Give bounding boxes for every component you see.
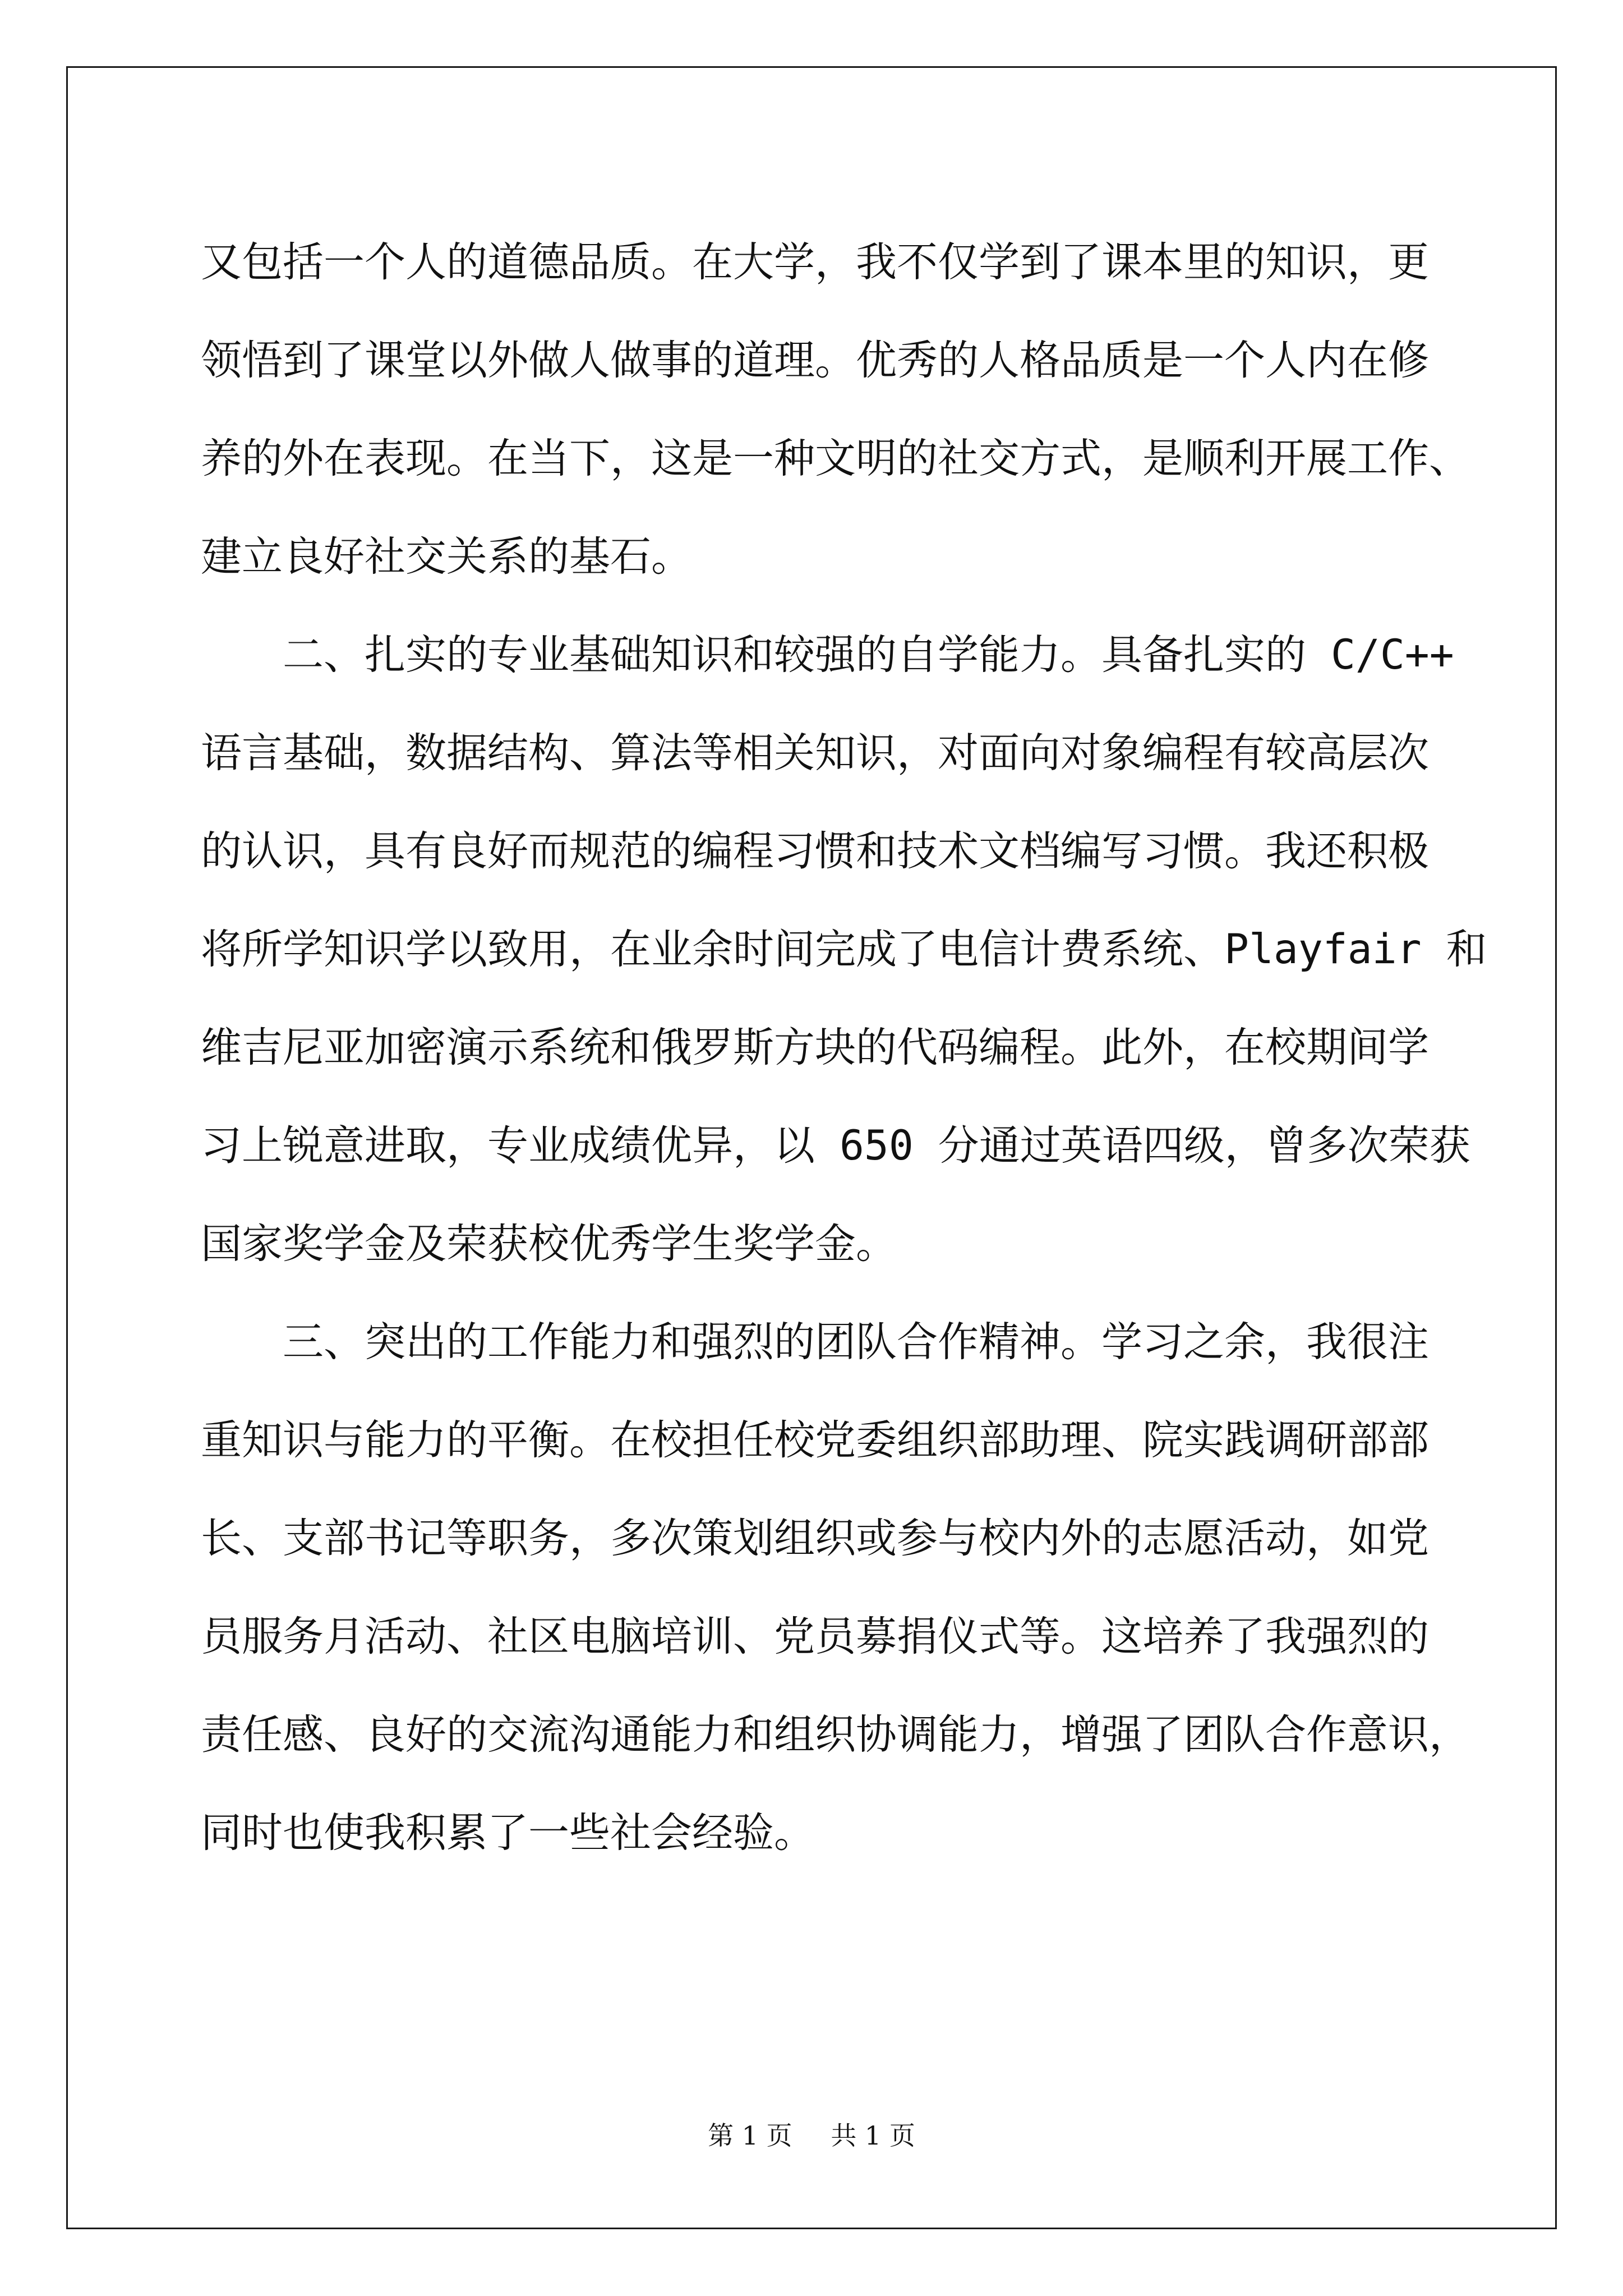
- text-line: 国家奖学金及荣获校优秀学生奖学金。: [201, 1220, 897, 1268]
- paragraph-2: [201, 606, 1487, 1293]
- text-line: 习上锐意进取，专业成绩优异，以 650 分通过英语四级，曾多次荣获: [201, 1122, 1470, 1170]
- paragraph-3: [201, 1293, 1470, 1882]
- text-line: 建立良好社交关系的基石。: [201, 533, 692, 581]
- document-body: [201, 213, 1487, 1882]
- text-line: 同时也使我积累了一些社会经验。: [201, 1809, 815, 1857]
- page-footer: [0, 2119, 1623, 2152]
- text-line: 的认识，具有良好而规范的编程习惯和技术文档编写习惯。我还积极: [201, 827, 1429, 875]
- text-line: 重知识与能力的平衡。在校担任校党委组织部助理、院实践调研部部: [201, 1416, 1429, 1464]
- text-line: 领悟到了课堂以外做人做事的道理。优秀的人格品质是一个人内在修: [201, 337, 1429, 384]
- text-line: 维吉尼亚加密演示系统和俄罗斯方块的代码编程。此外，在校期间学: [201, 1024, 1429, 1071]
- text-line: 长、支部书记等职务，多次策划组织或参与校内外的志愿活动，如党: [201, 1515, 1429, 1562]
- page-count: 共 1 页: [831, 2120, 915, 2151]
- text-line: 员服务月活动、社区电脑培训、党员募捐仪式等。这培养了我强烈的: [201, 1613, 1429, 1660]
- text-line: 将所学知识学以致用，在业余时间完成了电信计费系统、Playfair 和: [201, 926, 1487, 973]
- text-line: 责任感、良好的交流沟通能力和组织协调能力，增强了团队合作意识，: [201, 1711, 1470, 1759]
- text-line: 二、扎实的专业基础知识和较强的自学能力。具备扎实的 C/C++: [201, 631, 1454, 679]
- paragraph-1: [201, 213, 1470, 606]
- text-line: 养的外在表现。在当下，这是一种文明的社交方式，是顺利开展工作、: [201, 435, 1470, 482]
- text-line: 又包括一个人的道德品质。在大学，我不仅学到了课本里的知识，更: [201, 238, 1429, 286]
- text-line: 三、突出的工作能力和强烈的团队合作精神。学习之余，我很注: [201, 1318, 1429, 1366]
- page-number: 第 1 页: [708, 2120, 792, 2151]
- text-line: 语言基础，数据结构、算法等相关知识，对面向对象编程有较高层次: [201, 729, 1429, 777]
